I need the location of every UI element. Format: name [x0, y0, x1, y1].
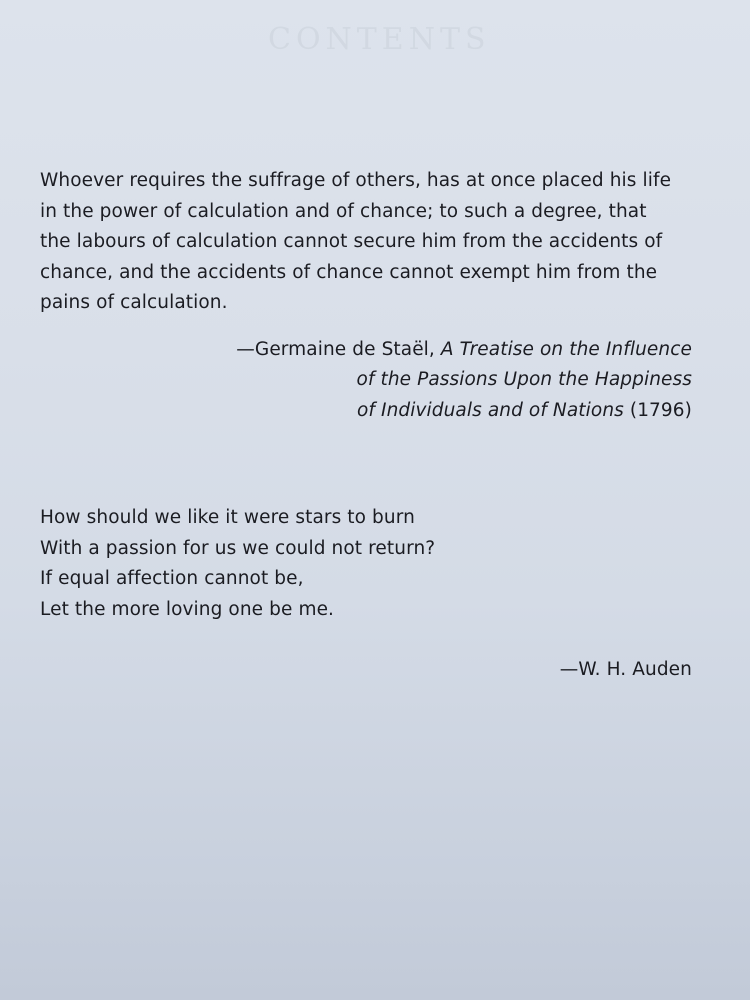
epigraph-de-stael	[40, 166, 692, 426]
quote-line: pains of calculation.	[40, 292, 228, 313]
poem-quote	[40, 503, 692, 625]
attribution-author: —W. H. Auden	[559, 659, 692, 680]
book-title-part: A Treatise on the Influence	[440, 338, 692, 360]
epigraph-auden	[40, 503, 692, 686]
attribution-de-stael	[40, 335, 692, 427]
poem-line: If equal affection cannot be,	[40, 568, 304, 589]
attribution-line	[40, 335, 692, 366]
attribution-line	[40, 396, 692, 427]
prose-quote	[40, 166, 692, 319]
poem-line: With a passion for us we could not return?	[40, 537, 436, 559]
attribution-auden	[40, 655, 692, 686]
quote-line: in the power of calculation and of chance; to such a degree, that	[40, 200, 647, 222]
book-title-part: of the Passions Upon the Happiness	[356, 369, 692, 390]
show-through-heading: CONTENTS	[268, 22, 491, 57]
poem-line: How should we like it were stars to burn	[40, 507, 415, 528]
attribution-line	[40, 365, 692, 396]
attribution-author: —Germaine de Staël,	[236, 338, 441, 360]
quote-line: Whoever requires the suffrage of others, has at once placed his life	[40, 170, 672, 191]
poem-line: Let the more loving one be me.	[40, 598, 335, 620]
publication-year: (1796)	[623, 399, 692, 421]
quote-line: chance, and the accidents of chance cannot exempt him from the	[40, 261, 658, 283]
quote-line: the labours of calculation cannot secure him from the accidents of	[40, 231, 663, 252]
book-title-part: of Individuals and of Nations	[357, 399, 624, 421]
